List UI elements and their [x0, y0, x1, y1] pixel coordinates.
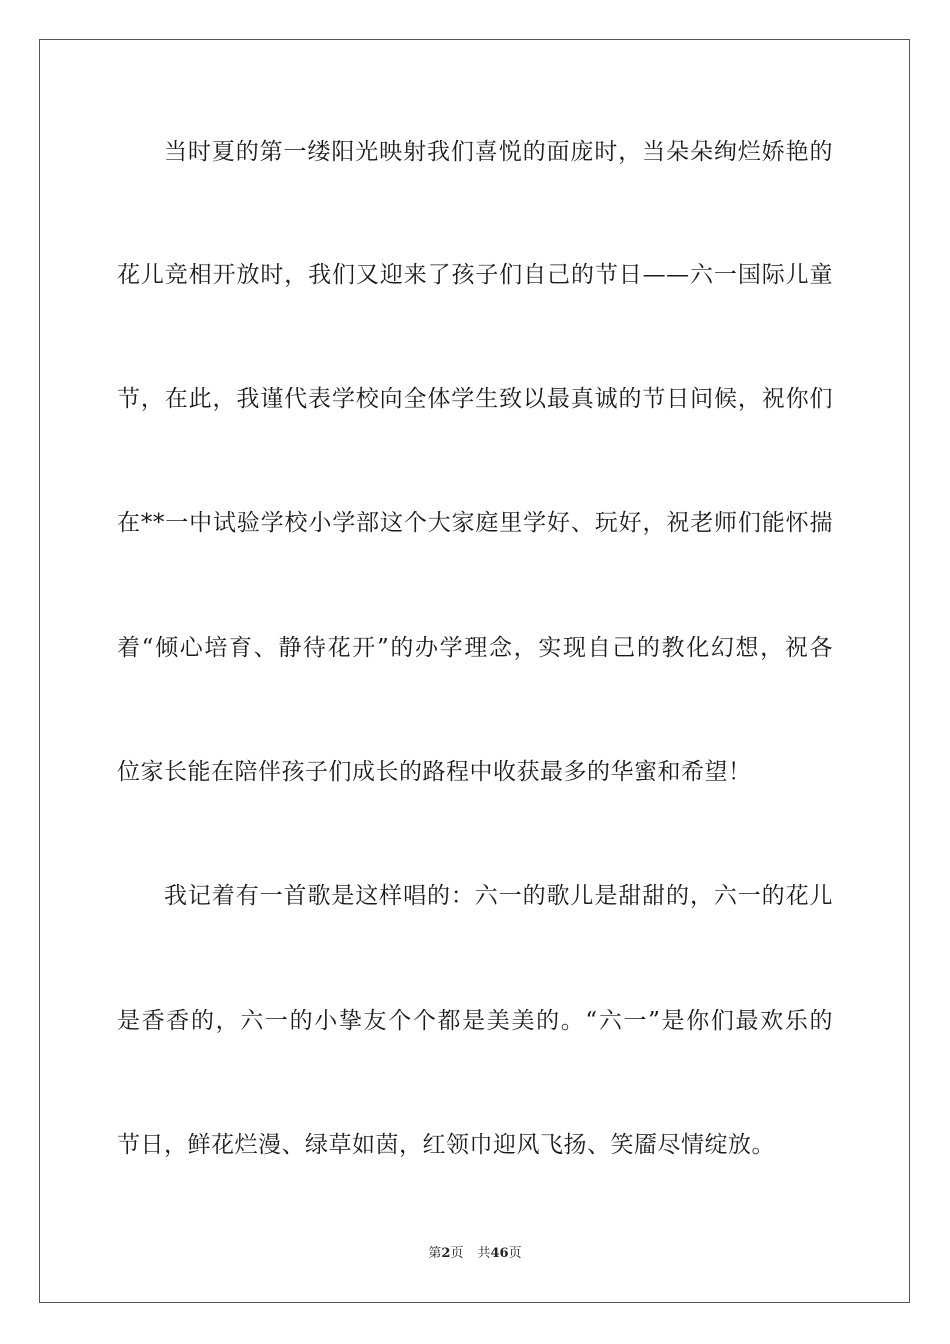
page-number: 2: [441, 1246, 451, 1261]
paragraph-1-line-5: 着“倾心培育、静待花开”的办学理念，实现自己的教化幻想，祝各: [117, 635, 833, 661]
paragraph-1-line-2: 花儿竞相开放时，我们又迎来了孩子们自己的节日——六一国际儿童: [117, 262, 833, 288]
total-prefix: 共: [477, 1246, 491, 1261]
total-suffix: 页: [508, 1246, 522, 1261]
paragraph-2-line-3: 节日，鲜花烂漫、绿草如茵，红领巾迎风飞扬、笑靥尽情绽放。: [117, 1132, 775, 1158]
page-suffix: 页: [450, 1246, 464, 1261]
paragraph-2-line-1: 我记着有一首歌是这样唱的：六一的歌儿是甜甜的，六一的花儿: [164, 883, 833, 909]
page-border: [39, 39, 910, 1303]
total-pages: 46: [490, 1246, 509, 1261]
paragraph-2-line-2: 是香香的，六一的小挚友个个都是美美的。“六一”是你们最欢乐的: [117, 1008, 833, 1034]
paragraph-1-line-1: 当时夏的第一缕阳光映射我们喜悦的面庞时，当朵朵绚烂娇艳的: [164, 139, 833, 165]
paragraph-1-line-6: 位家长能在陪伴孩子们成长的路程中收获最多的华蜜和希望！: [117, 759, 752, 785]
paragraph-1-line-3: 节，在此，我谨代表学校向全体学生致以最真诚的节日问候，祝你们: [117, 386, 833, 412]
page-footer: [0, 1245, 950, 1263]
page-prefix: 第: [428, 1246, 442, 1261]
paragraph-1-line-4: 在**一中试验学校小学部这个大家庭里学好、玩好，祝老师们能怀揣: [117, 510, 833, 536]
